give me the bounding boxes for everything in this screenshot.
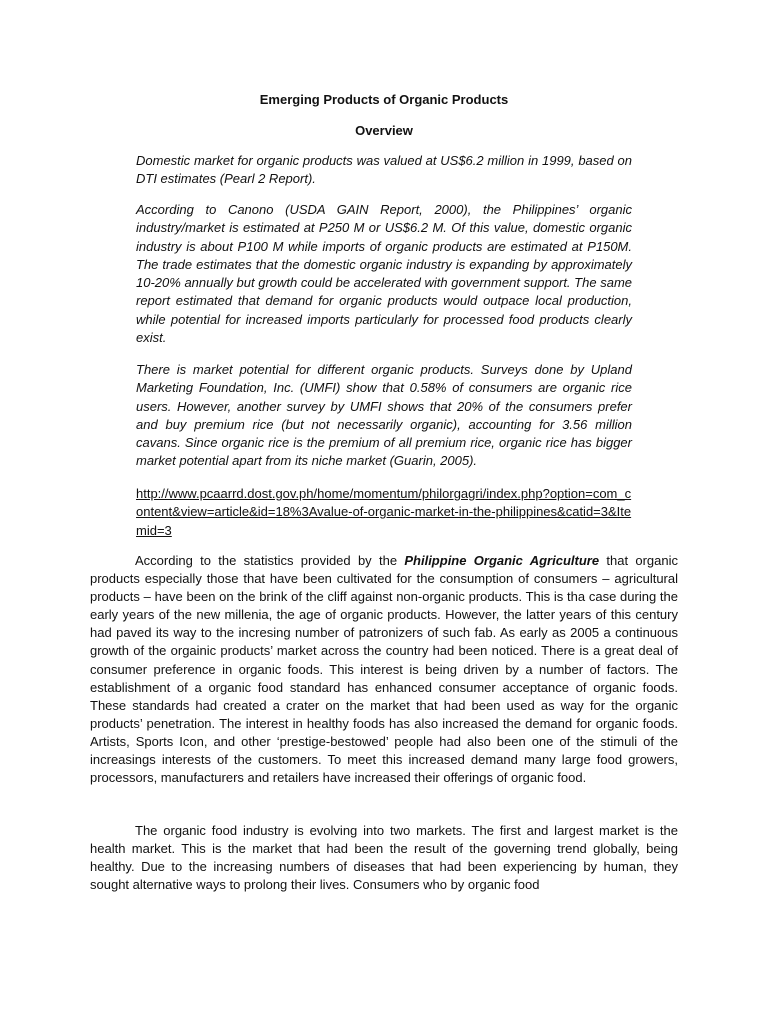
italic-paragraph-1: Domestic market for organic products was valued at US$6.2 million in 1999, based on DTI estimates (Pearl 2 Report). (136, 153, 632, 187)
body-paragraph-2: The organic food industry is evolving into two markets. The first and largest market is the health market. This is the market that had been the result of the governing trend globally, being healthy. Due to the increasing numbers of diseases that had been experiencing by human, they sought alternative ways to prolong their lives. Consumers who by organic food (90, 823, 678, 893)
emphasis-text: Philippine Organic Agriculture (404, 553, 600, 568)
section-heading: Overview (355, 123, 413, 138)
document-title: Emerging Products of Organic Products (259, 92, 509, 107)
source-link[interactable]: http://www.pcaarrd.dost.gov.ph/home/momentum/philorgagri/index.php?option=com_content&view=article&id=18%3Avalue-of-organic-market-in-the-philippines&catid=3&Itemid=3 (136, 486, 632, 538)
italic-paragraph-2: According to Canono (USDA GAIN Report, 2000), the Philippines’ organic industry/market is estimated at P250 M or US$6.2 M. Of this value, domestic organic industry is about P100 M while imports of organic products are estimated at P150M. The trade estimates that the domestic organic industry is expanding by approximately 10-20% annually but growth could be accelerated with government support. The same report estimated that demand for organic products would outpace local production, while potential for increased imports particularly for processed food products clearly exist. (136, 202, 632, 346)
body-paragraph-1-lead: According to the statistics provided by the (135, 553, 405, 568)
body-paragraph-1-rest: that organic products especially those that have been cultivated for the consumption of consumers – agricultural products – have been on the brink of the cliff against non-organic products. This is tha case during the early years of the new millenia, the age of organic products. However, the latter years of this century had paved its way to the incresing number of patronizers of such fab. As early as 2005 a continuous growth of the orgainic products’ market across the country had been noticed. There is a great deal of consumer preference in organic foods. This interest is being driven by a number of factors. The establishment of a organic food standard has enhanced consumer acceptance of organic foods. These standards had created a crater on the market that had been used as way for the organic products’ penetration. The interest in healthy foods has also increased the demand for organic foods. Artists, Sports Icon, and other ‘prestige-bestowed’ people had also been one of the stimuli of the increasings interests of the customers. To meet this increased demand many large food growers, processors, manufacturers and retailers have increased their offerings of organic food. (90, 553, 678, 786)
italic-paragraph-3: There is market potential for different organic products. Surveys done by Upland Marketing Foundation, Inc. (UMFI) show that 0.58% of consumers are organic rice users. However, another survey by UMFI shows that 20% of the consumers prefer and buy premium rice (but not necessarily organic), accounting for 3.56 million cavans. Since organic rice is the premium of all premium rice, organic rice has bigger market potential apart from its niche market (Guarin, 2005). (136, 362, 632, 469)
body-paragraph-1 (90, 552, 678, 787)
